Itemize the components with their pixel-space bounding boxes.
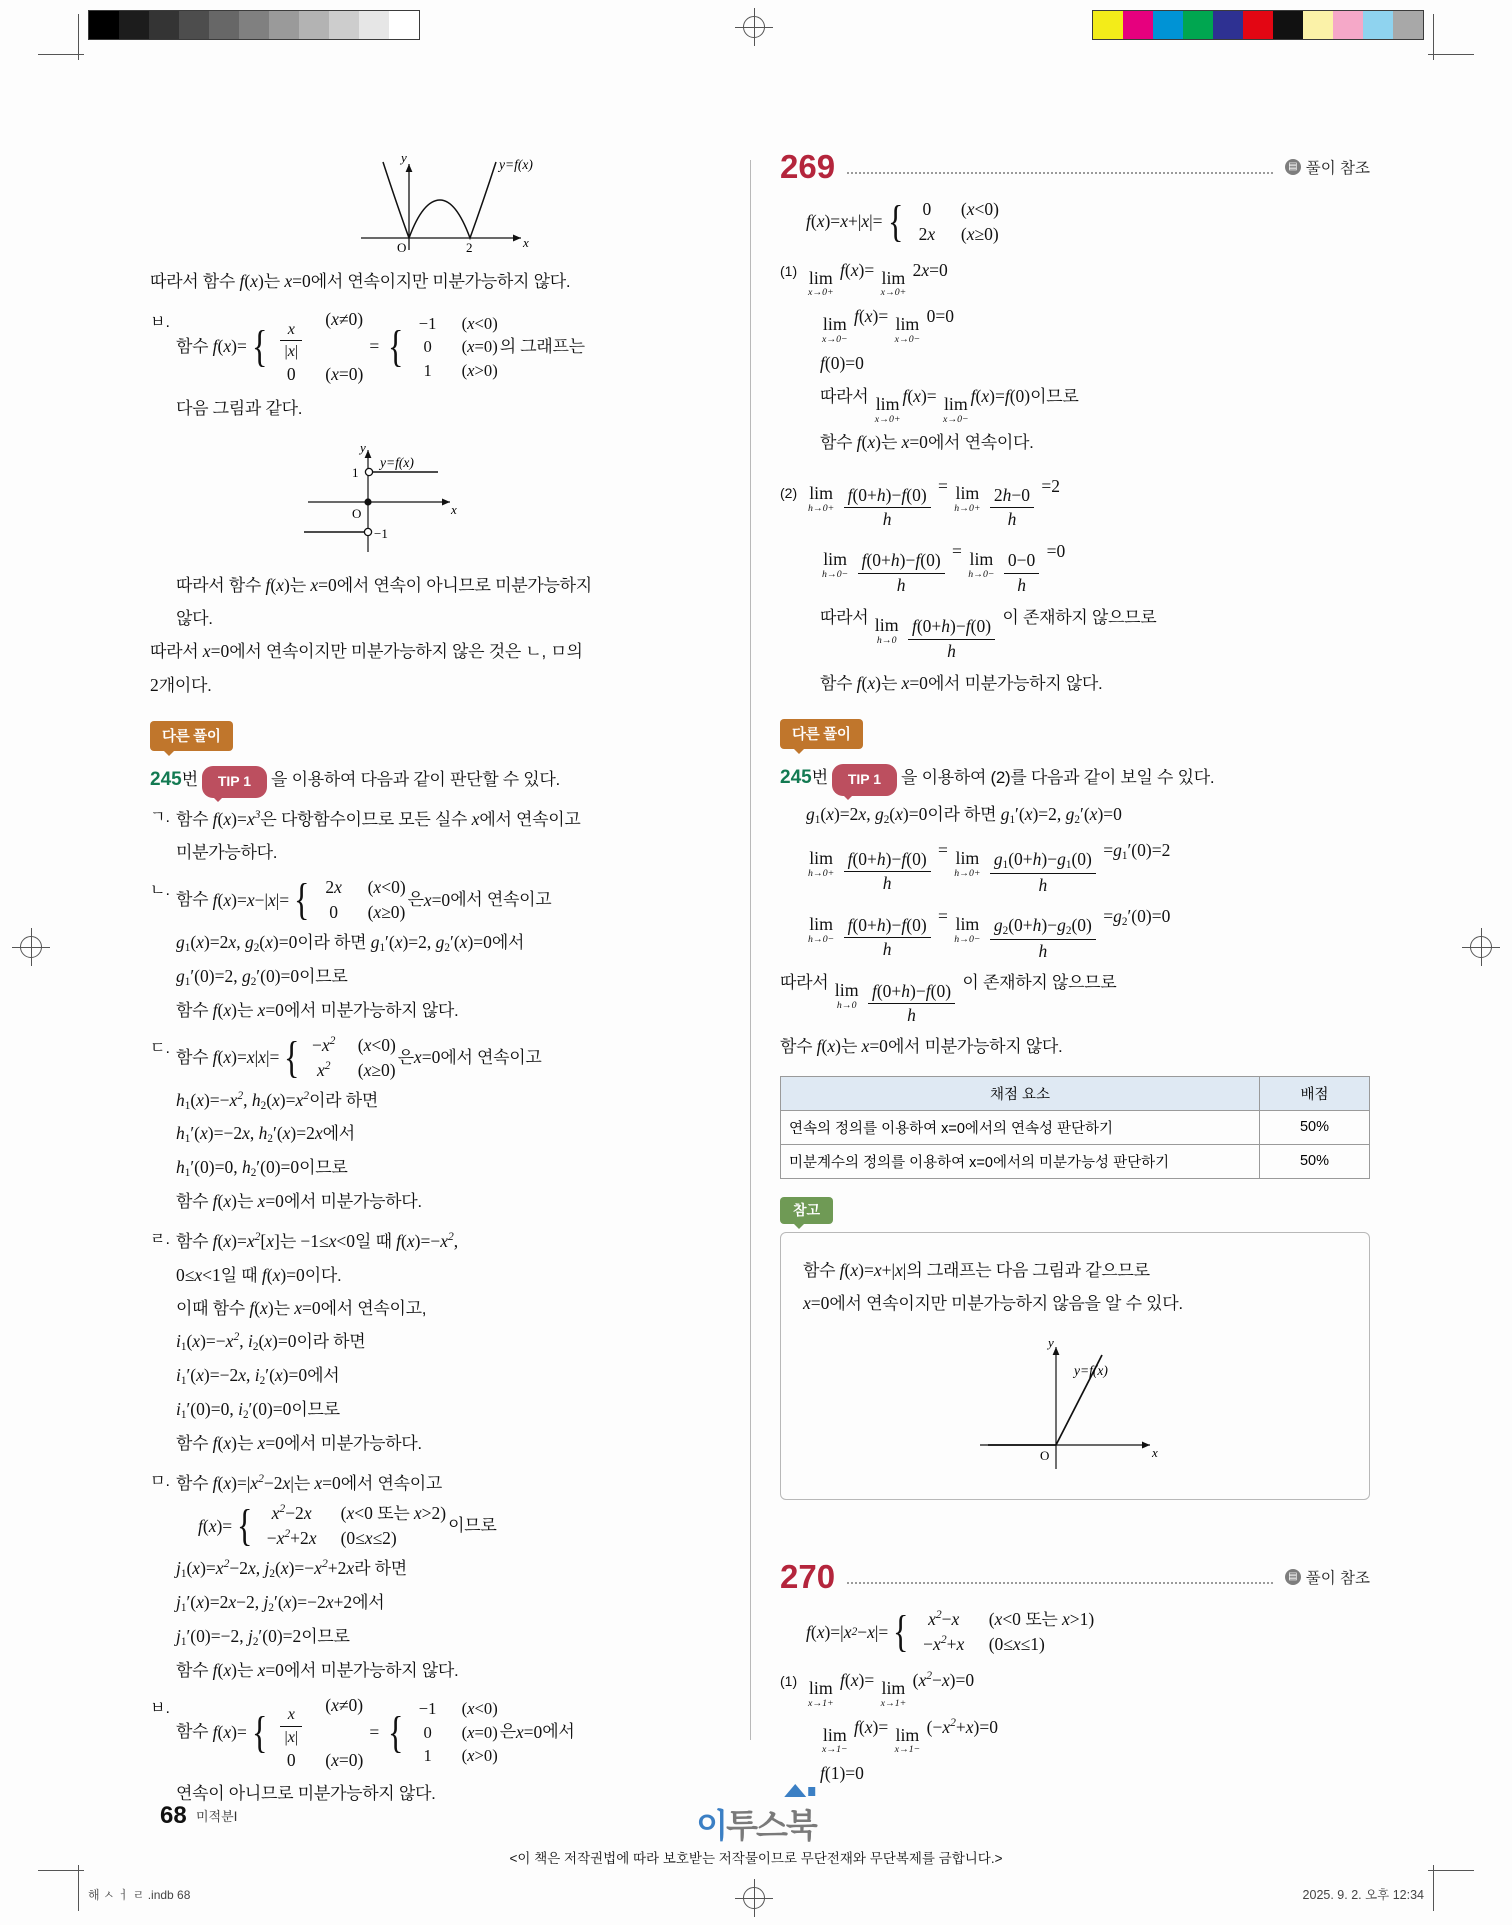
note-fig-curve-label: y=f(x) [1074, 1363, 1108, 1379]
left-tip-reference [150, 763, 725, 797]
house-icon [784, 1784, 806, 1797]
step-label-1: (1) [780, 1673, 798, 1690]
piecewise-b2-right: { −1 (x<0) 0 (x=0) 1 (x>0) [388, 1699, 498, 1766]
fig1-origin: O [396, 240, 406, 255]
left-alt-item-g: ㄱ. 함수 $f(x)=x^3$은 다항함수이므로 모든 실수 x에서 연속이고 미분가능하다. [150, 802, 725, 871]
left-alt-item-b2: ㅂ. 함수 f ( x )= { $\frac{x}{|x|}$ (x≠0) 0 (x=0) = { −1 (x<0) 0 (x=0) 1 (x>0) 은 x =0 에서 연속이 아니므로 미분가능하지 않다. [150, 1694, 575, 1804]
piecewise-d: { $-x^2$ (x<0) $x^2$ (x≥0) [284, 1031, 396, 1082]
left-alt-item-r: ㄹ. 함수 $f(x)=x^2[x]$는 −1≤x<0일 때 $f(x)=-x^2$, 0≤x<1일 때 f(x)=0이다. 이때 함수 f(x)는 x=0에서 연속이고, $i_1(x)=-x^2$, $i_2(x)=0$이라 하면 $i_1'(x)=-2x$, $i_2'(x)=0$에서 $i_1'(0)=0$, $i_2'(0)=0$이므로 함수 f(x)는 x=0에서 미분가능하다. [150, 1224, 725, 1461]
book-icon: ▤ [1285, 1569, 1301, 1585]
fig1-curve-label: y=f(x) [498, 157, 533, 172]
problem-number-270: 270 [780, 1558, 836, 1596]
badge-tip-1-left: TIP 1 [202, 766, 267, 798]
note-text: 함수 f(x)=x+|x|의 그래프는 다음 그림과 같으므로 x=0에서 연속이지만 미분가능하지 않음을 알 수 있다. [803, 1259, 1183, 1314]
problem-269-alt-solution: $g_1(x)=2x$, $g_2(x)=0$이라 하면 $g_1'(x)=2$, $g_2'(x)=0$ lim h→0+ $\frac{f(0+h)-f(0)}{h}$ = lim h→0+ $\frac{g_1(0+h)-g_1(0)}{h}$ $=g_1'(0)=2$ lim h→0− $\frac{f(0+h)-f(0)}{h}$ = lim h→0− $\frac{g_2(0+h)-g_2(0)}{h}$ $=g_2'(0)=0$ [806, 803, 1171, 962]
page-number: 68 [160, 1802, 187, 1829]
left-column [150, 150, 725, 1812]
left-alt-item-m: ㅁ. 함수 $f(x)=|x^2-2x|$는 x=0에서 연속이고 f ( x )= { $x^2-2x$ (x<0 또는 x>2) $-x^2+2x$ (0≤x≤2) 이므로 $j_1(x)=x^2-2x$, $j_2(x)=-x^2+2x$라 하면 $j_1'(x)=2x-2$, $j_2'(x)=-2x+2$에서 $j_1'(0)=-2$, $j_2'(0)=2$이므로 함수 f(x)는 x=0에서 미분가능하지 않다. [150, 1466, 725, 1688]
note-fig-origin: O [1040, 1448, 1050, 1464]
criteria-cell: 연속의 정의를 이용하여 x=0에서의 연속성 판단하기 [781, 1110, 1260, 1144]
fig1-tick-2: 2 [465, 240, 472, 255]
fig2-origin: O [352, 505, 362, 521]
note-fig-x-label: x [1152, 1445, 1158, 1461]
piecewise-270: { $x^2-x$ (x<0 또는 x>1) $-x^2+x$ (0≤x≤1) [893, 1606, 1095, 1657]
fig2-y-label: y [360, 439, 366, 455]
problem-269-definition: f ( x )= x +| x |= { 0 (x<0) 2x (x≥0) [806, 195, 999, 246]
reference-tail: 을 이용하여 다음과 같이 판단할 수 있다. [271, 769, 560, 789]
piecewise-m: { $x^2-2x$ (x<0 또는 x>2) $-x^2+2x$ (0≤x≤2) [237, 1500, 447, 1551]
table-header-points: 배점 [1260, 1076, 1370, 1110]
step-label-2: (2) [780, 484, 798, 501]
left-conclusion-1: 따라서 함수 f(x)는 x=0에서 연속이지만 미분가능하지 않다. [150, 271, 571, 291]
table-row [781, 1144, 1370, 1178]
note-box-269 [780, 1232, 1370, 1501]
item-marker: ㄷ. [150, 1039, 170, 1057]
problem-269-step-2: (2) lim h→0+ $\frac{f(0+h)-f(0)}{h}$ = lim h→0+ $\frac{2h-0}{h}$ =2 lim h→0− $\frac{f(0+h)-f(0)}{h}$ = lim h→0− $\frac{0-0}{h}$ =0 따라서 lim h→0 $\frac{f(0+h)-f(0)}{h}$ 이 존재하지 않으므로 함수 f(x)는 x=0에서 미분가능하지 않다. [780, 469, 1370, 702]
figure-sign-function [150, 440, 725, 560]
item-marker: ㅂ. [150, 1699, 170, 1717]
answer-tag-label: 풀이 참조 [1305, 1569, 1370, 1587]
left-alt-item-d: ㄷ. 함수 f ( x )= x | x |= { $-x^2$ (x<0) $x^2$ (x≥0) 은 x =0 에서 연속이고 $h_1(x)=-x^2$, $h_2(x)=x^2$이라 하면 $h_1'(x)=-2x$, $h_2'(x)=2x$에서 $h_1'(0)=0$, $h_2'(0)=0$이므로 함수 f(x)는 x=0에서 미분가능하다. [150, 1031, 542, 1212]
dotted-leader [847, 172, 1273, 174]
table-header-row [781, 1076, 1370, 1110]
table-header-criteria: 채점 요소 [781, 1076, 1260, 1110]
scoring-table-269 [780, 1076, 1370, 1179]
left-alt-item-n: ㄴ. 함수 f ( x )= x −| x |= { 2x (x<0) 0 (x≥0) 은 x =0 에서 연속이고 $g_1(x)=2x$, $g_2(x)=0$이라 하면 $g_1'(x)=2$, $g_2'(x)=0$에서 $g_1'(0)=2$, $g_2'(0)=0$이므로 함수 f(x)는 x=0에서 미분가능하지 않다. [150, 874, 552, 1020]
left-conclusion-3: 따라서 x=0에서 연속이지만 미분가능하지 않은 것은 ㄴ, ㅁ의 2개이다. [150, 641, 583, 695]
reference-number: 245 [150, 768, 182, 790]
reference-tail-269: 을 이용하여 (2)를 다음과 같이 보일 수 있다. [901, 767, 1215, 787]
badge-tip-1-right: TIP 1 [832, 764, 897, 796]
publisher-logo [696, 1800, 816, 1847]
figure-w-shaped-curve [150, 150, 725, 260]
item-marker: ㄱ. [150, 808, 170, 826]
fig2-x-label: x [451, 501, 457, 517]
fig2-label-minus1: −1 [374, 525, 388, 541]
dotted-leader [847, 1582, 1273, 1584]
problem-270-definition: f ( x )=| x 2 − x |= { $x^2-x$ (x<0 또는 x>1) $-x^2+x$ (0≤x≤1) [806, 1606, 1095, 1657]
reference-number-269: 245 [780, 767, 812, 789]
indesign-filename: 해 ㅅ ㅓ ㄹ .indb 68 [88, 1888, 191, 1902]
badge-other-solution-left: 다른 풀이 [150, 721, 233, 751]
book-label: 미적분Ⅰ [196, 1809, 238, 1824]
badge-note-reference: 참고 [780, 1197, 833, 1224]
column-divider [750, 160, 751, 1740]
piecewise-b2-left: { $\frac{x}{|x|}$ (x≠0) 0 (x=0) [251, 1694, 364, 1770]
print-timestamp: 2025. 9. 2. 오후 12:34 [1302, 1888, 1424, 1902]
item-marker: ㄴ. [150, 882, 170, 900]
table-row [781, 1110, 1370, 1144]
left-conclusion-2: 따라서 함수 f(x)는 x=0에서 연속이 아니므로 미분가능하지 않다. [176, 574, 592, 629]
problem-number-269: 269 [780, 148, 836, 185]
fig2-curve-label: y=f(x) [380, 454, 414, 470]
book-icon: ▤ [1285, 159, 1301, 175]
problem-269-tip-reference [780, 761, 1370, 795]
answer-tag-269 [1285, 156, 1370, 178]
criteria-cell: 미분계수의 정의를 이용하여 x=0에서의 미분가능성 판단하기 [781, 1144, 1260, 1178]
left-item-b: ㅂ. 함수 f ( x )= { $\frac{x}{|x|}$ (x≠0) 0 (x=0) = { −1 (x<0) 0 (x=0) 1 (x>0) 의 그래프는 다음 그림과 같다. [150, 309, 585, 418]
fig1-x-label: x [522, 235, 529, 250]
piecewise-n: { 2x (x<0) 0 (x≥0) [294, 874, 406, 925]
logo-text-blue: 이 [696, 1807, 727, 1844]
item-marker: ㅂ. [150, 314, 170, 332]
problem-269-step-1: (1) lim x→0+ f(x)= lim x→0+ 2x=0 lim x→0− f(x)= lim x→0− 0=0 f(0)=0 따라서 lim x→0+ f(x)= lim x→0− f(x)=f(0)이므로 함수 f(x)는 x=0에서 연속이다. [780, 253, 1370, 461]
piecewise-b-right: { −1 (x<0) 0 (x=0) 1 (x>0) [388, 313, 498, 380]
piecewise-269: { 0 (x<0) 2x (x≥0) [887, 195, 999, 246]
problem-270-header [780, 1558, 1370, 1596]
points-cell: 50% [1260, 1110, 1370, 1144]
chimney-icon [808, 1787, 815, 1796]
problem-269-header [780, 150, 1370, 183]
right-column [780, 150, 1370, 1791]
note-fig-y-label: y [1048, 1335, 1054, 1351]
piecewise-b-left: { $\frac{x}{|x|}$ (x≠0) 0 (x=0) [251, 309, 364, 384]
points-cell: 50% [1260, 1144, 1370, 1178]
reference-suffix-269: 번 [811, 767, 828, 787]
figure-note-vshape [803, 1333, 1347, 1483]
step-label-1: (1) [780, 262, 798, 279]
item-marker: ㄹ. [150, 1231, 170, 1249]
problem-270-step-1: (1) lim x→1+ f(x)= lim x→1+ $(x^2-x)=0$ lim x→1− f(x)= lim x→1− $(-x^2+x)=0$ f(1)=0 [780, 1663, 1370, 1791]
reference-suffix: 번 [181, 769, 198, 789]
problem-269-alt-conclusion: 따라서 lim h→0 $\frac{f(0+h)-f(0)}{h}$ 이 존재하지 않으므로 함수 f(x)는 x=0에서 미분가능하지 않다. [780, 972, 1117, 1056]
badge-other-solution-269: 다른 풀이 [780, 719, 863, 749]
item-marker: ㅁ. [150, 1472, 170, 1490]
copyright-notice: <이 책은 저작권법에 따라 보호받는 저작물이므로 무단전재와 무단복제를 금합니다.> [509, 1851, 1003, 1866]
answer-tag-label: 풀이 참조 [1305, 159, 1370, 177]
fig1-y-label: y [400, 150, 407, 165]
fig2-label-1: 1 [352, 464, 359, 480]
answer-tag-270 [1285, 1566, 1370, 1588]
logo-text-gray: 투스북 [726, 1807, 816, 1844]
